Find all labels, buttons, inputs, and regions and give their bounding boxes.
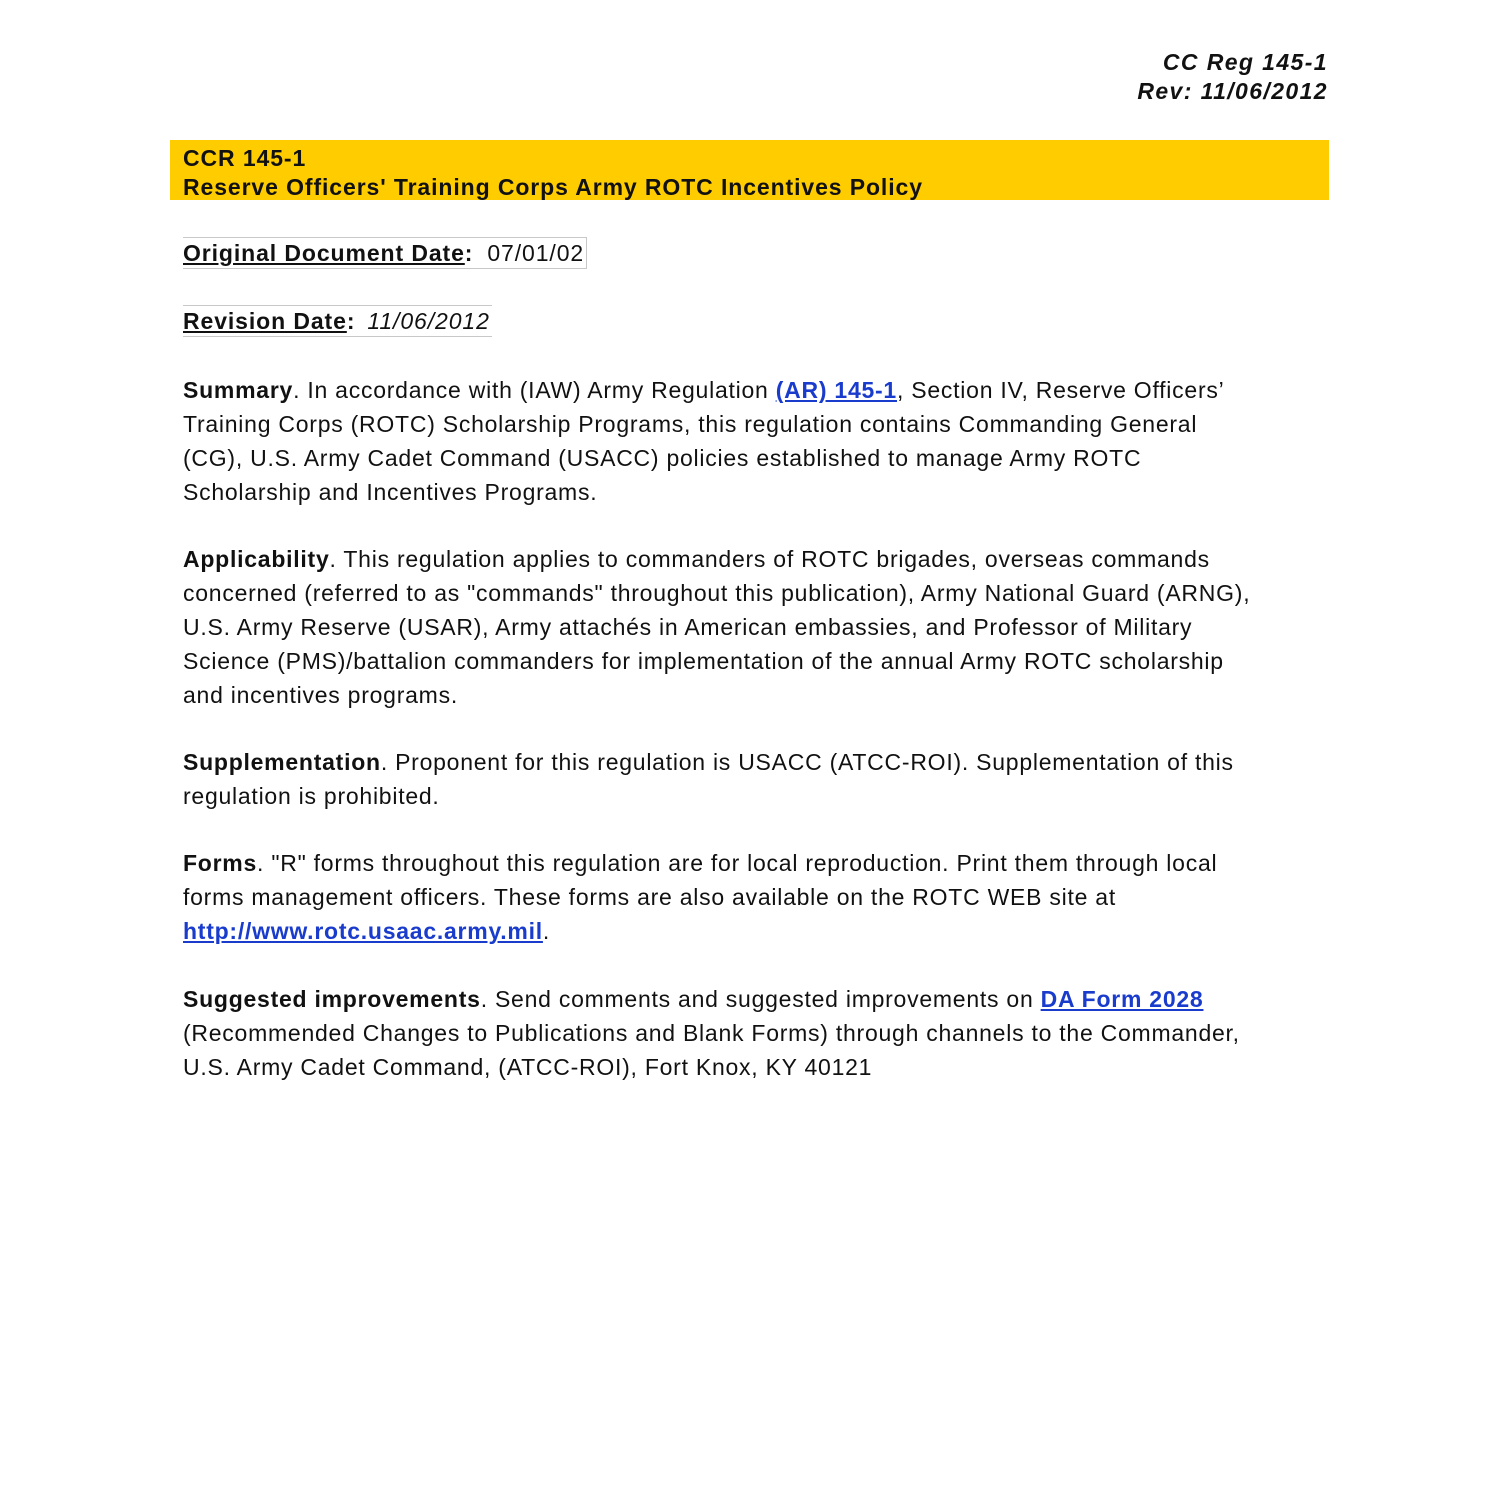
applicability-paragraph — [183, 542, 1263, 712]
suggested-improvements-paragraph — [183, 982, 1263, 1084]
forms-heading: Forms — [183, 850, 258, 876]
suggested-text-after: (Recommended Changes to Publications and Blank Forms) through channels to the Commander, U.S. Army Cadet Command, (ATCC-ROI), Fort Knox, KY 40121 — [183, 1020, 1240, 1080]
revision-date-colon: : — [346, 308, 356, 334]
revision-date-label: Revision Date — [183, 308, 347, 334]
da-form-2028-link[interactable]: DA Form 2028 — [1040, 986, 1204, 1012]
revision-date-field — [183, 305, 492, 337]
suggested-text-before: . Send comments and suggested improvements on — [480, 986, 1041, 1012]
reg-number: CC Reg 145-1 — [1162, 49, 1328, 75]
title-banner — [170, 140, 1329, 200]
ar-145-1-link[interactable]: (AR) 145-1 — [775, 377, 897, 403]
supplementation-text: . Proponent for this regulation is USACC (ATCC-ROI). Supplementation of this regulation is prohibited. — [183, 749, 1234, 809]
suggested-improvements-heading: Suggested improvements — [183, 986, 481, 1012]
original-date-colon: : — [464, 240, 474, 266]
summary-paragraph — [183, 373, 1263, 509]
supplementation-paragraph — [183, 745, 1263, 813]
rotc-website-link[interactable]: http://www.rotc.usaac.army.mil — [183, 918, 543, 944]
applicability-heading: Applicability — [183, 546, 330, 572]
summary-text-before: . In accordance with (IAW) Army Regulation — [293, 377, 776, 403]
original-date-label: Original Document Date — [183, 240, 465, 266]
supplementation-heading: Supplementation — [183, 749, 381, 775]
regulation-title: Reserve Officers' Training Corps Army ROTC Incentives Policy — [183, 174, 923, 200]
regulation-code: CCR 145-1 — [183, 145, 307, 171]
document-reference — [1137, 48, 1328, 106]
summary-text-after: , Section IV, Reserve Officers’ Training Corps (ROTC) Scholarship Programs, this regulation contains Commanding General (CG), U.S. Army Cadet Command (USACC) policies established to manage Army ROTC Scholarship and Incentives Programs. — [183, 377, 1224, 505]
forms-text-before: . "R" forms throughout this regulation are for local reproduction. Print them through local forms management officers. These forms are also available on the ROTC WEB site at — [183, 850, 1218, 910]
original-date-field — [183, 237, 587, 269]
revision-line: Rev: 11/06/2012 — [1137, 78, 1328, 104]
forms-text-after: . — [542, 918, 551, 944]
original-date-value: 07/01/02 — [487, 240, 585, 266]
summary-heading: Summary — [183, 377, 294, 403]
forms-paragraph — [183, 846, 1263, 948]
revision-date-value: 11/06/2012 — [367, 308, 490, 334]
applicability-text: . This regulation applies to commanders of ROTC brigades, overseas commands concerned (referred to as "commands" throughout this publication), Army National Guard (ARNG), U.S. Army Reserve (USAR), Army attachés in American embassies, and Professor of Military Science (PMS)/battalion commanders for implementation of the annual Army ROTC scholarship and incentives programs. — [183, 546, 1251, 708]
